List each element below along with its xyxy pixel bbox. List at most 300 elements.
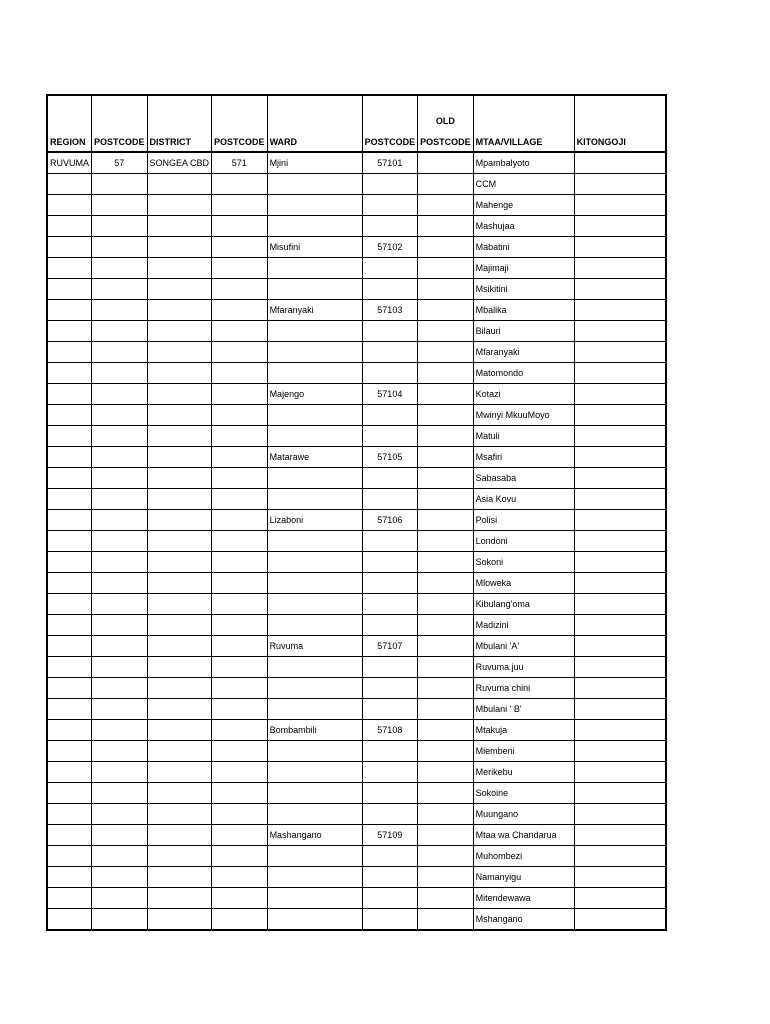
cell-region-postcode (92, 594, 148, 615)
cell-kitongoji (574, 888, 666, 909)
cell-village: Mtakuja (473, 720, 574, 741)
cell-ward-postcode (362, 342, 418, 363)
cell-ward (267, 174, 362, 195)
cell-village: Mpambalyoto (473, 152, 574, 174)
cell-district-postcode (212, 720, 268, 741)
cell-region (47, 321, 92, 342)
cell-old-postcode (418, 300, 474, 321)
cell-district (147, 657, 212, 678)
cell-district (147, 594, 212, 615)
cell-ward (267, 258, 362, 279)
cell-district-postcode: 571 (212, 152, 268, 174)
table-row (47, 447, 666, 468)
header-region: REGION (47, 95, 92, 152)
cell-ward-postcode: 57106 (362, 510, 418, 531)
cell-district-postcode (212, 489, 268, 510)
cell-old-postcode (418, 426, 474, 447)
cell-district-postcode (212, 636, 268, 657)
cell-ward: Matarawe (267, 447, 362, 468)
cell-kitongoji (574, 615, 666, 636)
cell-district-postcode (212, 300, 268, 321)
cell-region (47, 510, 92, 531)
header-village: MTAA/VILLAGE (473, 95, 574, 152)
cell-district-postcode (212, 447, 268, 468)
cell-region-postcode (92, 342, 148, 363)
cell-village: Muhombezi (473, 846, 574, 867)
cell-district-postcode (212, 279, 268, 300)
cell-ward-postcode (362, 888, 418, 909)
cell-old-postcode (418, 594, 474, 615)
cell-district (147, 573, 212, 594)
cell-kitongoji (574, 384, 666, 405)
cell-kitongoji (574, 510, 666, 531)
cell-kitongoji (574, 426, 666, 447)
cell-village: Namanyigu (473, 867, 574, 888)
cell-village: Mahenge (473, 195, 574, 216)
cell-district-postcode (212, 573, 268, 594)
cell-region (47, 594, 92, 615)
cell-ward-postcode (362, 174, 418, 195)
header-old-postcode (418, 95, 474, 152)
cell-district (147, 699, 212, 720)
cell-district (147, 888, 212, 909)
cell-kitongoji (574, 846, 666, 867)
cell-ward (267, 888, 362, 909)
cell-district-postcode (212, 615, 268, 636)
cell-village: Sokoni (473, 552, 574, 573)
cell-region (47, 825, 92, 846)
cell-ward-postcode (362, 531, 418, 552)
header-old-label: OLD (435, 116, 455, 126)
cell-ward (267, 321, 362, 342)
cell-kitongoji (574, 573, 666, 594)
cell-district (147, 678, 212, 699)
cell-old-postcode (418, 279, 474, 300)
cell-ward-postcode: 57101 (362, 152, 418, 174)
cell-ward (267, 783, 362, 804)
cell-ward: Misufini (267, 237, 362, 258)
cell-ward (267, 468, 362, 489)
cell-ward-postcode (362, 468, 418, 489)
cell-kitongoji (574, 657, 666, 678)
cell-ward-postcode: 57103 (362, 300, 418, 321)
cell-village: CCM (473, 174, 574, 195)
cell-kitongoji (574, 678, 666, 699)
cell-region (47, 657, 92, 678)
header-ward-postcode: POSTCODE (362, 95, 418, 152)
cell-village: Kotazi (473, 384, 574, 405)
header-ward: WARD (267, 95, 362, 152)
cell-region-postcode (92, 678, 148, 699)
cell-village: Ruvuma chini (473, 678, 574, 699)
cell-region-postcode (92, 405, 148, 426)
cell-district (147, 531, 212, 552)
table-row (47, 720, 666, 741)
cell-ward-postcode (362, 615, 418, 636)
cell-region (47, 174, 92, 195)
table-row (47, 657, 666, 678)
cell-village: Mshangano (473, 909, 574, 931)
cell-kitongoji (574, 552, 666, 573)
cell-ward (267, 573, 362, 594)
cell-region-postcode (92, 426, 148, 447)
table-row (47, 426, 666, 447)
header-region-postcode: POSTCODE (92, 95, 148, 152)
cell-region (47, 279, 92, 300)
cell-kitongoji (574, 468, 666, 489)
cell-district-postcode (212, 783, 268, 804)
cell-kitongoji (574, 195, 666, 216)
cell-region (47, 447, 92, 468)
table-row (47, 783, 666, 804)
cell-kitongoji (574, 279, 666, 300)
table-row (47, 174, 666, 195)
cell-village: Majimaji (473, 258, 574, 279)
table-row (47, 615, 666, 636)
cell-district-postcode (212, 909, 268, 931)
cell-region-postcode (92, 867, 148, 888)
cell-district (147, 489, 212, 510)
cell-ward-postcode (362, 321, 418, 342)
cell-district-postcode (212, 804, 268, 825)
cell-region-postcode (92, 531, 148, 552)
cell-kitongoji (574, 321, 666, 342)
cell-district-postcode (212, 741, 268, 762)
cell-region-postcode (92, 699, 148, 720)
table-row (47, 510, 666, 531)
cell-ward (267, 741, 362, 762)
cell-district-postcode (212, 174, 268, 195)
cell-region-postcode (92, 468, 148, 489)
cell-old-postcode (418, 447, 474, 468)
cell-old-postcode (418, 531, 474, 552)
cell-district-postcode (212, 384, 268, 405)
cell-district-postcode (212, 195, 268, 216)
cell-region-postcode (92, 783, 148, 804)
cell-district (147, 258, 212, 279)
cell-region-postcode (92, 510, 148, 531)
cell-region-postcode (92, 489, 148, 510)
cell-region (47, 762, 92, 783)
cell-old-postcode (418, 804, 474, 825)
header-district: DISTRICT (147, 95, 212, 152)
cell-kitongoji (574, 152, 666, 174)
cell-district-postcode (212, 657, 268, 678)
cell-village: Mashujaa (473, 216, 574, 237)
cell-ward (267, 405, 362, 426)
cell-kitongoji (574, 258, 666, 279)
table-row (47, 468, 666, 489)
cell-district-postcode (212, 468, 268, 489)
table-body (47, 152, 666, 930)
cell-old-postcode (418, 888, 474, 909)
cell-old-postcode (418, 489, 474, 510)
cell-ward (267, 552, 362, 573)
cell-old-postcode (418, 237, 474, 258)
table-row (47, 741, 666, 762)
cell-ward (267, 657, 362, 678)
cell-ward-postcode (362, 405, 418, 426)
cell-region-postcode (92, 195, 148, 216)
header-row (47, 95, 666, 152)
cell-ward-postcode (362, 657, 418, 678)
cell-district-postcode (212, 678, 268, 699)
cell-ward (267, 489, 362, 510)
header-district-postcode: POSTCODE (212, 95, 268, 152)
cell-region (47, 888, 92, 909)
cell-ward-postcode (362, 909, 418, 931)
cell-district-postcode (212, 531, 268, 552)
table-row (47, 699, 666, 720)
cell-ward: Ruvuma (267, 636, 362, 657)
table-row (47, 237, 666, 258)
cell-district-postcode (212, 867, 268, 888)
cell-district-postcode (212, 888, 268, 909)
cell-region-postcode (92, 615, 148, 636)
cell-region-postcode (92, 573, 148, 594)
cell-region (47, 867, 92, 888)
cell-district (147, 741, 212, 762)
cell-region (47, 741, 92, 762)
cell-kitongoji (574, 342, 666, 363)
table-row (47, 573, 666, 594)
cell-ward (267, 594, 362, 615)
cell-kitongoji (574, 783, 666, 804)
cell-region-postcode (92, 825, 148, 846)
cell-region-postcode (92, 720, 148, 741)
cell-district (147, 279, 212, 300)
cell-ward (267, 804, 362, 825)
cell-region (47, 783, 92, 804)
cell-kitongoji (574, 405, 666, 426)
cell-district-postcode (212, 237, 268, 258)
cell-district (147, 195, 212, 216)
cell-ward: Mjini (267, 152, 362, 174)
cell-district-postcode (212, 846, 268, 867)
cell-old-postcode (418, 573, 474, 594)
cell-kitongoji (574, 699, 666, 720)
cell-region-postcode (92, 447, 148, 468)
cell-district (147, 321, 212, 342)
cell-region-postcode (92, 300, 148, 321)
cell-region (47, 636, 92, 657)
cell-district-postcode (212, 510, 268, 531)
cell-region (47, 720, 92, 741)
table-row (47, 888, 666, 909)
cell-region (47, 195, 92, 216)
cell-village: Mbulani ' B' (473, 699, 574, 720)
cell-region (47, 384, 92, 405)
cell-district-postcode (212, 762, 268, 783)
cell-old-postcode (418, 384, 474, 405)
cell-region (47, 405, 92, 426)
table-row (47, 867, 666, 888)
cell-ward-postcode: 57104 (362, 384, 418, 405)
cell-kitongoji (574, 804, 666, 825)
table-row (47, 258, 666, 279)
cell-region-postcode (92, 804, 148, 825)
table-row (47, 804, 666, 825)
cell-village: Sokoine (473, 783, 574, 804)
cell-region (47, 300, 92, 321)
cell-old-postcode (418, 468, 474, 489)
cell-region: RUVUMA (47, 152, 92, 174)
cell-ward (267, 342, 362, 363)
cell-ward: Bombambili (267, 720, 362, 741)
cell-ward: Lizaboni (267, 510, 362, 531)
cell-district (147, 342, 212, 363)
cell-ward (267, 867, 362, 888)
cell-region (47, 468, 92, 489)
cell-district (147, 510, 212, 531)
cell-region-postcode (92, 258, 148, 279)
header-old-postcode-label: POSTCODE (420, 137, 471, 147)
cell-old-postcode (418, 846, 474, 867)
cell-district-postcode (212, 321, 268, 342)
cell-ward-postcode (362, 783, 418, 804)
cell-region-postcode: 57 (92, 152, 148, 174)
table-row (47, 762, 666, 783)
cell-ward (267, 531, 362, 552)
cell-village: Madizini (473, 615, 574, 636)
cell-village: Mwinyi MkuuMoyo (473, 405, 574, 426)
cell-village: Mabatini (473, 237, 574, 258)
table-row (47, 552, 666, 573)
cell-ward (267, 195, 362, 216)
cell-old-postcode (418, 216, 474, 237)
cell-ward-postcode (362, 216, 418, 237)
cell-village: Merikebu (473, 762, 574, 783)
cell-village: Mbulani 'A' (473, 636, 574, 657)
cell-village: Mbalika (473, 300, 574, 321)
cell-district (147, 468, 212, 489)
cell-ward-postcode (362, 489, 418, 510)
cell-village: Ruvuma juu (473, 657, 574, 678)
cell-region (47, 678, 92, 699)
table-row (47, 405, 666, 426)
table-row (47, 363, 666, 384)
cell-ward-postcode (362, 258, 418, 279)
cell-old-postcode (418, 321, 474, 342)
cell-village: Mfaranyaki (473, 342, 574, 363)
cell-old-postcode (418, 510, 474, 531)
table-row (47, 594, 666, 615)
cell-kitongoji (574, 741, 666, 762)
cell-ward (267, 363, 362, 384)
cell-region-postcode (92, 846, 148, 867)
cell-kitongoji (574, 363, 666, 384)
cell-kitongoji (574, 762, 666, 783)
cell-village: Miembeni (473, 741, 574, 762)
cell-kitongoji (574, 300, 666, 321)
cell-district-postcode (212, 405, 268, 426)
cell-old-postcode (418, 174, 474, 195)
cell-region-postcode (92, 174, 148, 195)
cell-district (147, 867, 212, 888)
cell-district (147, 783, 212, 804)
cell-district-postcode (212, 363, 268, 384)
table-row (47, 342, 666, 363)
cell-region (47, 846, 92, 867)
cell-village: Asia Kovu (473, 489, 574, 510)
cell-region (47, 804, 92, 825)
cell-kitongoji (574, 447, 666, 468)
table-row (47, 321, 666, 342)
cell-region-postcode (92, 216, 148, 237)
cell-region-postcode (92, 657, 148, 678)
cell-ward (267, 678, 362, 699)
cell-district (147, 762, 212, 783)
cell-kitongoji (574, 594, 666, 615)
cell-district-postcode (212, 594, 268, 615)
cell-region (47, 342, 92, 363)
cell-ward-postcode (362, 741, 418, 762)
cell-ward: Majengo (267, 384, 362, 405)
cell-village: Mtaa wa Chandarua (473, 825, 574, 846)
cell-ward (267, 909, 362, 931)
cell-ward-postcode (362, 279, 418, 300)
cell-kitongoji (574, 216, 666, 237)
cell-ward (267, 762, 362, 783)
cell-district-postcode (212, 258, 268, 279)
cell-district (147, 426, 212, 447)
cell-ward (267, 846, 362, 867)
cell-ward (267, 216, 362, 237)
cell-district-postcode (212, 552, 268, 573)
cell-ward-postcode: 57109 (362, 825, 418, 846)
cell-ward (267, 615, 362, 636)
cell-district (147, 804, 212, 825)
cell-ward-postcode: 57107 (362, 636, 418, 657)
cell-region-postcode (92, 636, 148, 657)
cell-kitongoji (574, 720, 666, 741)
table-row (47, 909, 666, 931)
table-row (47, 678, 666, 699)
cell-village: Matomondo (473, 363, 574, 384)
cell-district (147, 615, 212, 636)
cell-ward-postcode (362, 762, 418, 783)
cell-kitongoji (574, 489, 666, 510)
table-header (47, 95, 666, 152)
cell-region-postcode (92, 237, 148, 258)
cell-old-postcode (418, 741, 474, 762)
cell-old-postcode (418, 783, 474, 804)
cell-village: Kibulang'oma (473, 594, 574, 615)
postcode-table (46, 94, 667, 931)
cell-ward-postcode (362, 594, 418, 615)
cell-region-postcode (92, 762, 148, 783)
cell-district-postcode (212, 825, 268, 846)
cell-region (47, 552, 92, 573)
cell-ward: Mfaranyaki (267, 300, 362, 321)
cell-region-postcode (92, 279, 148, 300)
cell-kitongoji (574, 825, 666, 846)
cell-district (147, 384, 212, 405)
cell-ward (267, 426, 362, 447)
cell-region-postcode (92, 321, 148, 342)
cell-old-postcode (418, 615, 474, 636)
cell-region (47, 216, 92, 237)
cell-old-postcode (418, 552, 474, 573)
cell-region (47, 426, 92, 447)
cell-region (47, 699, 92, 720)
cell-ward-postcode: 57108 (362, 720, 418, 741)
cell-district (147, 720, 212, 741)
cell-ward-postcode (362, 678, 418, 699)
table-row (47, 531, 666, 552)
cell-old-postcode (418, 909, 474, 931)
cell-kitongoji (574, 237, 666, 258)
